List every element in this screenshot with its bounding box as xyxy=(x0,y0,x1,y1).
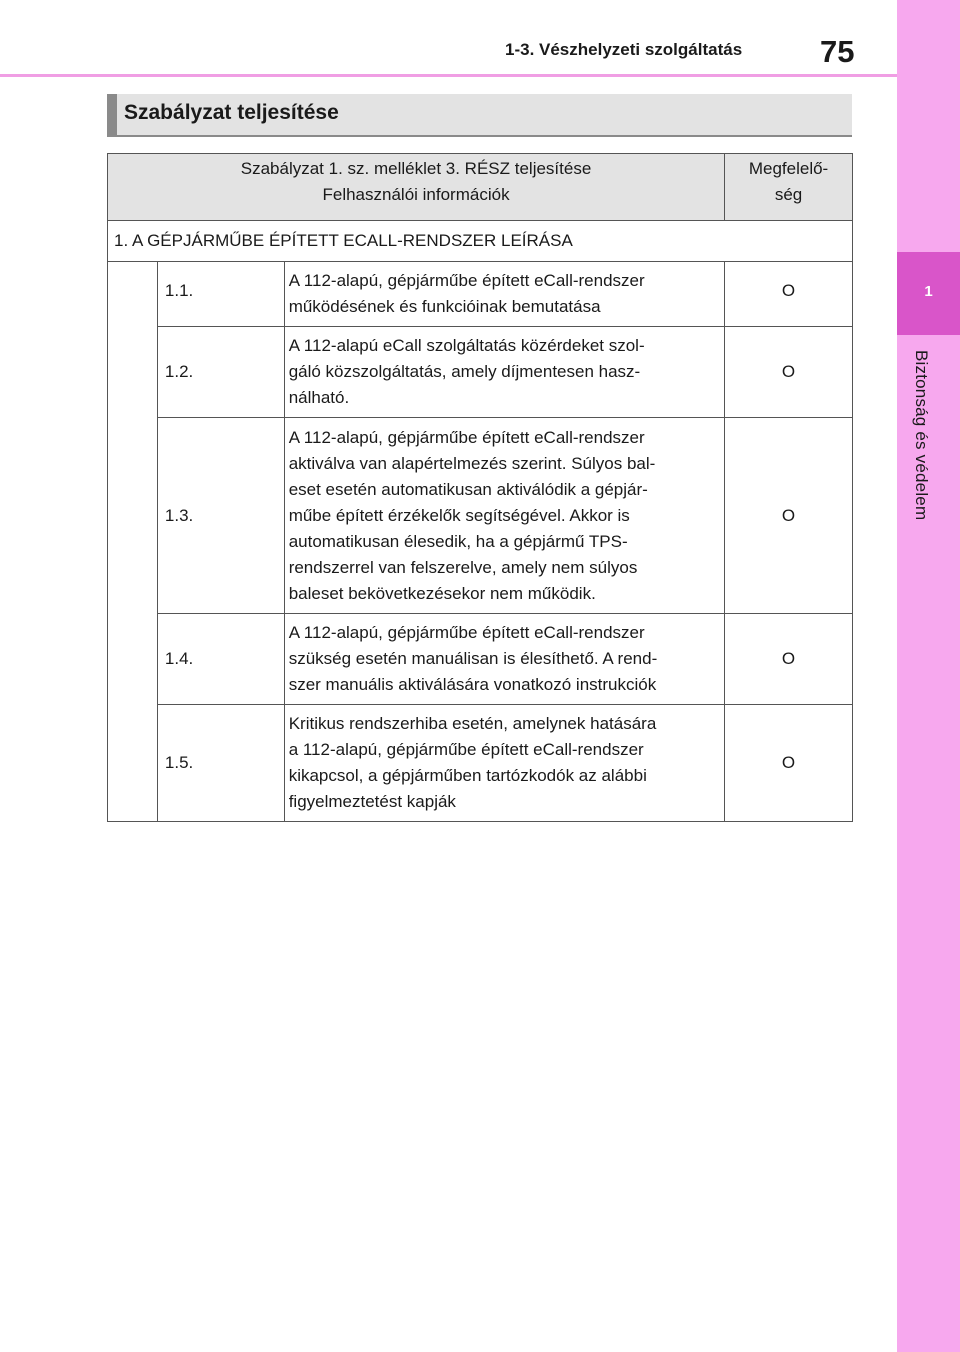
table-row-line: a 112-alapú, gépjárműbe épített eCall-rendszer xyxy=(288,740,644,759)
table-row xyxy=(108,705,853,822)
table-row-number: 1.5. xyxy=(157,705,284,822)
table-row-line: automatikusan élesedik, ha a gépjármű TPS- xyxy=(288,531,628,551)
table-row-line: kikapcsol, a gépjárműben tartózkodók az alábbi xyxy=(288,766,647,785)
page-number: 75 xyxy=(820,34,855,69)
header-rule xyxy=(0,74,897,77)
table-header-line: Felhasználói információk xyxy=(322,185,510,204)
table-header-conf-line: ség xyxy=(774,185,803,204)
table-indent-cell xyxy=(108,262,158,822)
table-row-line: figyelmeztetést kapják xyxy=(288,792,456,811)
table-row-conformity: O xyxy=(725,705,853,822)
table-row-conformity: O xyxy=(725,614,853,705)
section-heading: Szabályzat teljesítése xyxy=(124,101,339,124)
table-row-line: A 112-alapú eCall szolgáltatás közérdeket szol- xyxy=(288,336,645,355)
table-row-line: szer manuális aktiválására vonatkozó instrukciók xyxy=(288,675,657,694)
table-row-line: eset esetén automatikusan aktiválódik a gépjár- xyxy=(288,479,648,499)
table-row-line: A 112-alapú, gépjárműbe épített eCall-rendszer xyxy=(288,271,645,290)
table-header-conformity xyxy=(725,154,853,221)
table-row-number: 1.1. xyxy=(157,262,284,327)
table-row xyxy=(108,614,853,705)
table-row-line: baleset bekövetkezésekor nem működik. xyxy=(288,583,596,603)
chapter-number: 1 xyxy=(924,283,933,300)
running-header-title: 1-3. Vészhelyzeti szolgáltatás xyxy=(505,40,743,59)
section-heading-bar xyxy=(107,94,852,137)
table-row-description xyxy=(284,705,724,822)
table-header-conf-line: Megfelelő- xyxy=(748,159,829,178)
compliance-table xyxy=(107,153,853,822)
table-row-line: A 112-alapú, gépjárműbe épített eCall-rendszer xyxy=(288,623,645,642)
section-heading-accent xyxy=(107,94,117,135)
table-row-description xyxy=(284,327,724,418)
table-row xyxy=(108,327,853,418)
table-row-description xyxy=(284,614,724,705)
table-row-line: A 112-alapú, gépjárműbe épített eCall-rendszer xyxy=(288,427,645,447)
chapter-tab-strip xyxy=(897,0,960,1352)
table-row-line: műbe épített érzékelők segítségével. Akkor is xyxy=(288,505,630,525)
table-row-line: nálható. xyxy=(288,388,350,407)
table-section-title: 1. A GÉPJÁRMŰBE ÉPÍTETT ECALL-RENDSZER LEÍRÁSA xyxy=(108,221,853,262)
table-row-description xyxy=(284,418,724,614)
table-row xyxy=(108,418,853,614)
chapter-title: Biztonság és védelem xyxy=(912,350,931,521)
table-row-line: aktiválva van alapértelmezés szerint. Súlyos bal- xyxy=(288,453,656,473)
table-row-line: rendszerrel van felszerelve, amely nem súlyos xyxy=(288,557,638,577)
table-header-line: Szabályzat 1. sz. melléklet 3. RÉSZ teljesítése xyxy=(240,159,592,178)
table-row-line: működésének és funkcióinak bemutatása xyxy=(288,297,601,316)
table-row-conformity: O xyxy=(725,418,853,614)
table-row-conformity: O xyxy=(725,327,853,418)
table-row xyxy=(108,262,853,327)
table-header-main xyxy=(108,154,725,221)
table-header-row xyxy=(108,154,853,221)
table-section-row xyxy=(108,221,853,262)
table-row-number: 1.2. xyxy=(157,327,284,418)
table-row-description xyxy=(284,262,724,327)
table-row-line: gáló közszolgáltatás, amely díjmentesen hasz- xyxy=(288,362,641,381)
table-row-number: 1.3. xyxy=(157,418,284,614)
table-row-line: szükség esetén manuálisan is élesíthető. A rend- xyxy=(288,649,658,668)
table-row-conformity: O xyxy=(725,262,853,327)
table-row-number: 1.4. xyxy=(157,614,284,705)
table-row-line: Kritikus rendszerhiba esetén, amelynek hatására xyxy=(288,714,657,733)
